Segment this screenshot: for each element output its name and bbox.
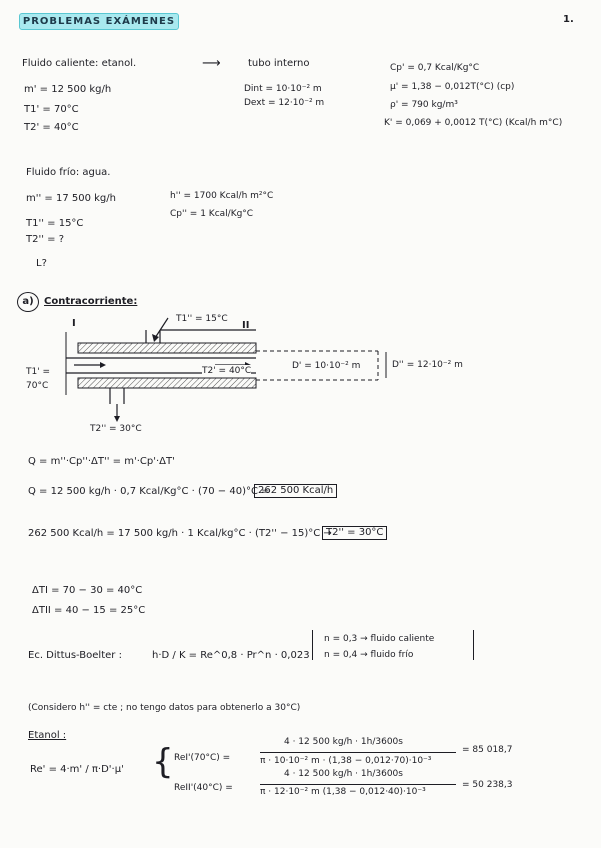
section-header: PROBLEMAS EXÁMENES xyxy=(19,13,179,30)
outer-wall-top xyxy=(78,343,256,353)
re2-denominator: π · 12·10⁻² m (1,38 − 0,012·40)·10⁻³ xyxy=(260,787,426,797)
length-question: L? xyxy=(36,258,47,269)
dittus-formula: h·D / K = Re^0,8 · Pr^n · 0,023 xyxy=(152,650,310,661)
d-second-label: D'' = 12·10⁻² m xyxy=(392,360,463,370)
arrow-right-icon: ⟶ xyxy=(202,56,221,71)
delta-t2: ΔTII = 40 − 15 = 25°C xyxy=(32,605,146,616)
hot-t1: T1' = 70°C xyxy=(24,104,79,115)
section-a-title: Contracorriente: xyxy=(44,296,138,307)
hot-mu: μ' = 1,38 − 0,012T(°C) (cp) xyxy=(390,82,515,92)
q-calculation: Q = 12 500 kg/h · 0,7 Kcal/Kg°C · (70 − 40)°C = xyxy=(28,486,270,497)
hot-t2: T2' = 40°C xyxy=(24,122,79,133)
cold-h: h'' = 1700 Kcal/h m²°C xyxy=(170,191,274,201)
hot-rho: ρ' = 790 kg/m³ xyxy=(390,100,458,110)
hot-fluid-title: Fluido caliente: etanol. xyxy=(22,58,137,69)
cold-inlet-arrow xyxy=(155,318,168,338)
page-number: 1. xyxy=(563,14,574,25)
t2-hot-label: T2' = 40°C xyxy=(202,366,252,376)
hot-mass-flow: m' = 12 500 kg/h xyxy=(24,84,112,95)
d-int: Dint = 10·10⁻² m xyxy=(244,84,322,94)
re1-label: ReI'(70°C) = xyxy=(174,753,231,763)
section-a-label: a) xyxy=(17,292,39,312)
heat-balance: Q = m''·Cp''·ΔT'' = m'·Cp'·ΔT' xyxy=(28,456,175,467)
re2-label: ReII'(40°C) = xyxy=(174,783,233,793)
re2-numerator: 4 · 12 500 kg/h · 1h/3600s xyxy=(284,769,403,779)
n-cold: n = 0,4 → fluido frío xyxy=(324,650,414,660)
re1-denominator: π · 10·10⁻² m · (1,38 − 0,012·70)·10⁻³ xyxy=(260,756,432,766)
system-brace: { xyxy=(152,742,174,782)
outer-wall-bottom xyxy=(78,378,256,388)
assumption-note: (Considero h'' = cte ; no tengo datos para obtenerlo a 30°C) xyxy=(28,703,301,713)
zone-2-label: II xyxy=(242,320,250,331)
n-hot: n = 0,3 → fluido caliente xyxy=(324,634,435,644)
t1-hot-label-a: T1' = xyxy=(26,367,51,377)
t2-calculation: 262 500 Kcal/h = 17 500 kg/h · 1 Kcal/kg°C · (T2'' − 15)°C → xyxy=(28,528,332,539)
re2-fraction-bar xyxy=(260,784,456,785)
re1-fraction-bar xyxy=(260,752,456,753)
t2-result: T2'' = 30°C xyxy=(322,526,387,540)
re1-value: = 85 018,7 xyxy=(462,745,513,755)
delta-t1: ΔTI = 70 − 30 = 40°C xyxy=(32,585,143,596)
q-result: 262 500 Kcal/h xyxy=(254,484,337,498)
tube-label: tubo interno xyxy=(248,58,310,69)
d-ext: Dext = 12·10⁻² m xyxy=(244,98,325,108)
cold-t2: T2'' = ? xyxy=(26,234,65,245)
t1-cold-label: T1'' = 15°C xyxy=(176,314,228,324)
cold-mass-flow: m'' = 17 500 kg/h xyxy=(26,193,116,204)
d-prime-label: D' = 10·10⁻² m xyxy=(292,361,361,371)
re1-numerator: 4 · 12 500 kg/h · 1h/3600s xyxy=(284,737,403,747)
cold-cp: Cp'' = 1 Kcal/Kg°C xyxy=(170,209,254,219)
dittus-label: Ec. Dittus-Boelter : xyxy=(28,650,122,661)
re2-value: = 50 238,3 xyxy=(462,780,513,790)
etanol-label: Etanol : xyxy=(28,730,67,741)
hot-cp: Cp' = 0,7 Kcal/Kg°C xyxy=(390,63,480,73)
reynolds-definition: Re' = 4·m' / π·D'·μ' xyxy=(30,764,124,775)
hot-k: K' = 0,069 + 0,0012 T(°C) (Kcal/h m°C) xyxy=(384,118,563,128)
zone-1-label: I xyxy=(72,318,76,329)
cold-t1: T1'' = 15°C xyxy=(26,218,84,229)
t2-cold-label: T2'' = 30°C xyxy=(90,424,142,434)
t1-hot-label-b: 70°C xyxy=(26,381,49,391)
cold-fluid-title: Fluido frío: agua. xyxy=(26,167,111,178)
